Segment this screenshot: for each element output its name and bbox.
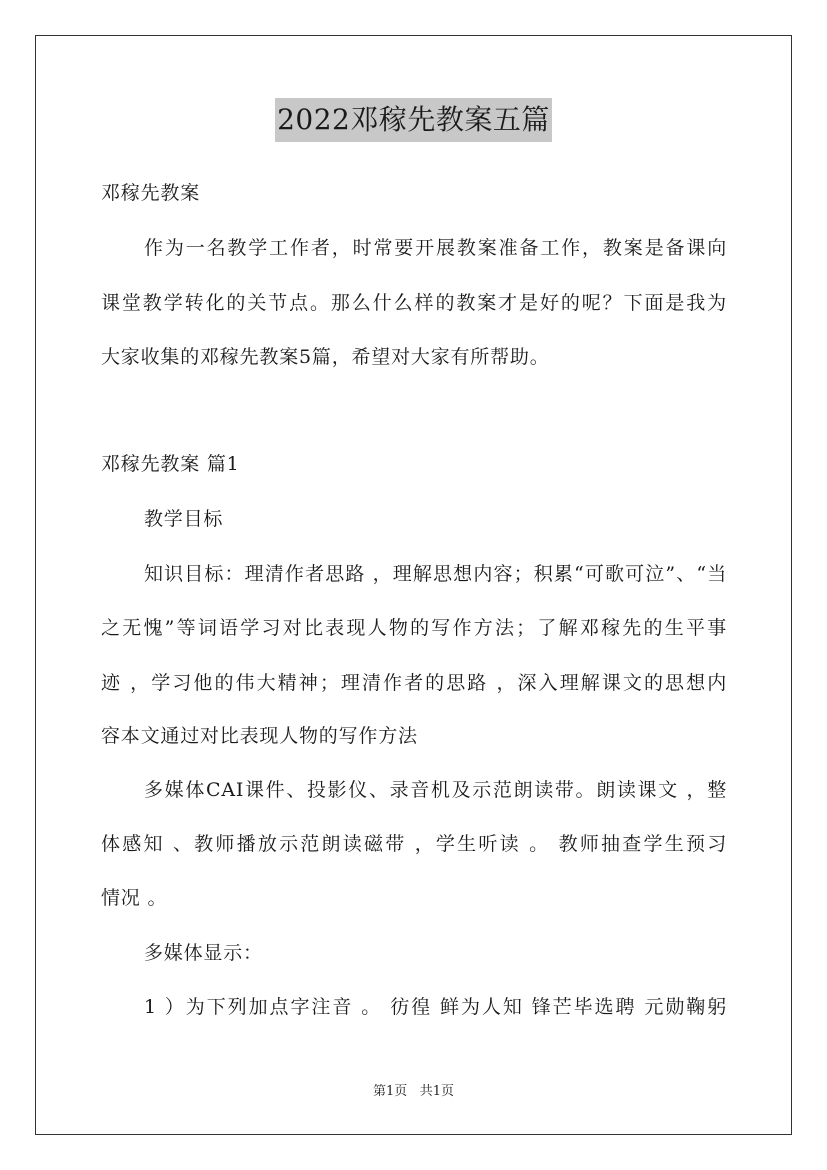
page-total: 共1页 [419,1084,454,1099]
media-paragraph-line: 情况 。 [101,887,168,909]
intro-paragraph-line: 大家收集的邓稼先教案5篇，希望对大家有所帮助。 [101,346,550,368]
goals-paragraph-line: 迹 ，学习他的伟大精神；理清作者的思路 ，深入理解课文的思想内 [101,672,727,694]
intro-paragraph-line: 课堂教学转化的关节点。那么什么样的教案才是好的呢？下面是我为 [101,292,727,314]
goals-paragraph-line: 容本文通过对比表现人物的写作方法 [101,725,418,747]
intro-paragraph-line: 作为一名教学工作者，时常要开展教案准备工作，教案是备课向 [144,237,727,259]
document-title: 2022邓稼先教案五篇 [275,98,552,142]
goals-paragraph-line: 之无愧”等词语学习对比表现人物的写作方法；了解邓稼先的生平事 [101,617,727,639]
exercise-line: 1 ）为下列加点字注音 。 彷徨 鲜为人知 锋芒毕选聘 元勋鞠躬 [144,996,727,1018]
subheading-teaching-goals: 教学目标 [144,508,224,530]
media-paragraph-line: 体感知 、教师播放示范朗读磁带 ，学生听读 。 教师抽查学生预习 [101,833,727,855]
media-display-label: 多媒体显示： [144,942,263,964]
media-paragraph-line: 多媒体CAI课件、投影仪、录音机及示范朗读带。朗读课文 ，整 [144,779,727,801]
article-heading: 邓稼先教案 篇1 [101,453,240,475]
page-footer [0,1084,827,1100]
goals-paragraph-line: 知识目标：理清作者思路 ，理解思想内容；积累“可歌可泣”、“当 [144,563,727,585]
title-container [0,98,827,142]
page-number: 第1页 [373,1084,408,1099]
section-heading: 邓稼先教案 [101,182,201,204]
